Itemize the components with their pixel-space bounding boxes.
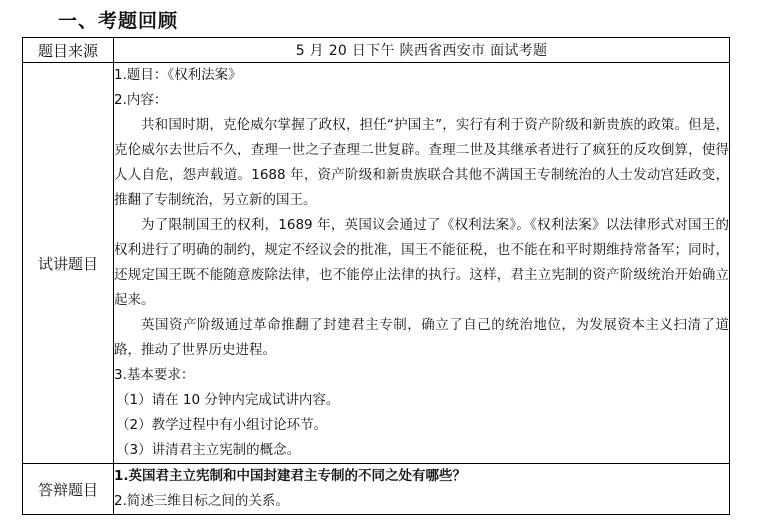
requirement-item-1: （1）请在 10 分钟内完成试讲内容。	[116, 392, 340, 408]
section-title: 一、考题回顾	[58, 10, 179, 32]
lecture-content-head: 2.内容：	[114, 92, 168, 108]
requirements-head: 3.基本要求：	[114, 367, 195, 383]
table-row-defense	[23, 464, 730, 515]
source-label: 题目来源	[23, 38, 114, 63]
requirement-item-3: （3）讲清君主立宪制的概念。	[116, 442, 301, 458]
exam-table	[22, 37, 730, 515]
lecture-paragraph-1: 共和国时期，克伦威尔掌握了政权，担任“护国主”，实行有利于资产阶级和新贵族的政策。但是，克伦威尔去世后不久，查理一世之子查理二世复辟。查理二世及其继承者进行了疯狂的反攻倒算，使得人人自危，怨声载道。1688 年，资产阶级和新贵族联合其他不满国王专制统治的人士发动宫廷政变，推翻了专制统治，另立新的国王。	[114, 117, 729, 208]
requirement-item-2: （2）教学过程中有小组讨论环节。	[116, 417, 328, 433]
table-row-lecture	[23, 63, 730, 464]
defense-question-2: 2.简述三维目标之间的关系。	[114, 493, 289, 509]
defense-question-1: 1.英国君主立宪制和中国封建君主专制的不同之处有哪些？	[114, 468, 467, 484]
lecture-label: 试讲题目	[23, 63, 114, 464]
defense-label: 答辩题目	[23, 464, 114, 515]
source-value: 5 月 20 日下午 陕西省西安市 面试考题	[114, 38, 730, 63]
defense-content	[114, 464, 730, 515]
lecture-paragraph-2: 为了限制国王的权利，1689 年，英国议会通过了《权利法案》。《权利法案》以法律形式对国王的权利进行了明确的制约，规定不经议会的批准，国王不能征税，也不能在和平时期维持常备军；同时，还规定国王既不能随意废除法律，也不能停止法律的执行。这样，君主立宪制的资产阶级统治开始确立起来。	[114, 217, 729, 308]
lecture-paragraph-3: 英国资产阶级通过革命推翻了封建君主专制，确立了自己的统治地位，为发展资本主义扫清了道路，推动了世界历史进程。	[114, 317, 729, 358]
lecture-title-line: 1.题目：《权利法案》	[114, 67, 242, 83]
table-row-source	[23, 38, 730, 63]
lecture-content	[114, 63, 730, 464]
